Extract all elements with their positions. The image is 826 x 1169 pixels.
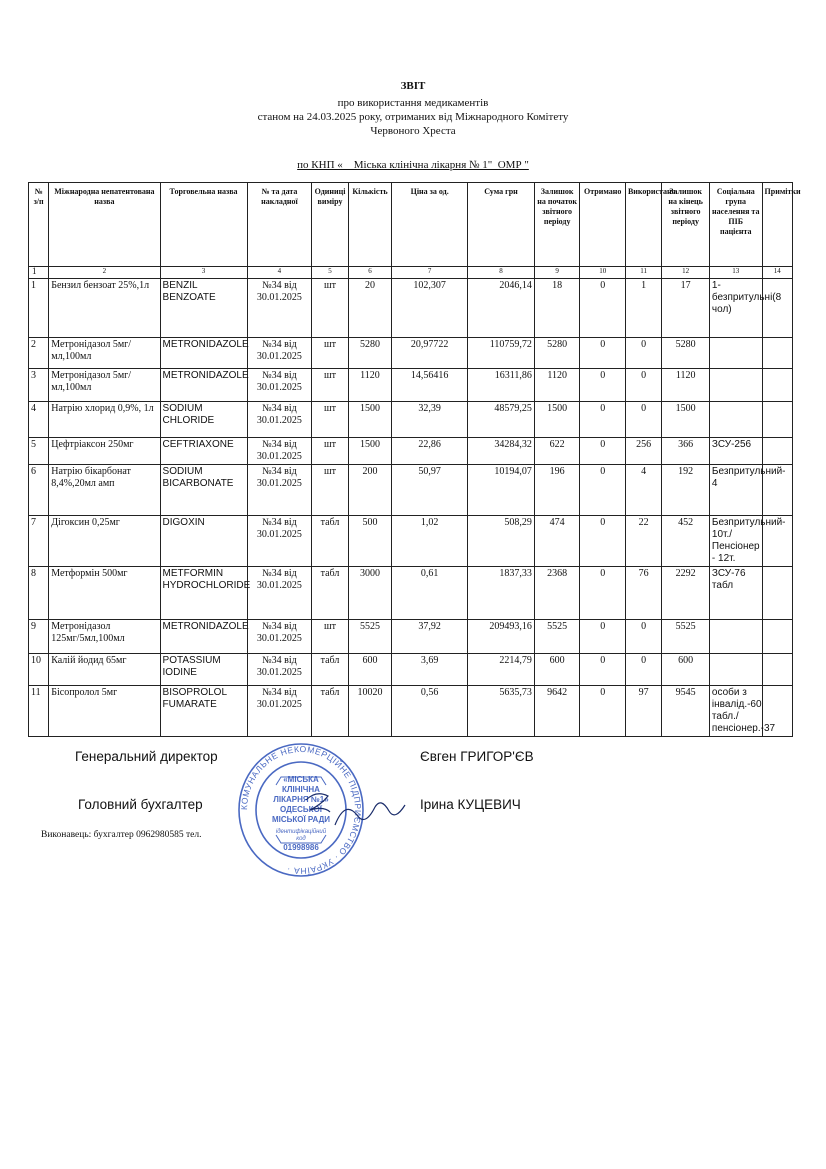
table-row xyxy=(29,279,793,338)
medicines-table xyxy=(28,182,801,737)
cell-used: 1 xyxy=(625,279,661,338)
cell-sum: 110759,72 xyxy=(468,338,535,369)
cell-sum: 2214,79 xyxy=(468,654,535,686)
cell-trade: METRONIDAZOLE xyxy=(160,369,247,402)
cell-unit: шт xyxy=(312,465,348,516)
cell-end: 600 xyxy=(662,654,710,686)
column-header: Соціальна група населення та ПІБ пацієнта xyxy=(709,183,762,267)
cell-trade: SODIUM BICARBONATE xyxy=(160,465,247,516)
table-row xyxy=(29,438,793,465)
cell-received: 0 xyxy=(580,654,626,686)
cell-qty: 5525 xyxy=(348,620,392,654)
cell-notes xyxy=(762,438,792,465)
executor-line: Виконавець: бухгалтер 0962980585 тел. xyxy=(41,830,202,840)
cell-unit: табл xyxy=(312,516,348,567)
cell-end: 1500 xyxy=(662,402,710,438)
svg-text:«МІСЬКА: «МІСЬКА xyxy=(283,775,319,784)
cell-invoice: №34 від 30.01.2025 xyxy=(247,438,312,465)
svg-text:ЛІКАРНЯ №1»: ЛІКАРНЯ №1» xyxy=(273,795,329,804)
svg-text:КЛІНІЧНА: КЛІНІЧНА xyxy=(282,785,320,794)
report-subtitle-3: Червоного Хреста xyxy=(370,125,456,137)
cell-social: особи з інвалід.-60 табл./ пенсіонер.-37 xyxy=(709,686,762,737)
cell-qty: 1120 xyxy=(348,369,392,402)
table-row xyxy=(29,402,793,438)
cell-invoice: №34 від 30.01.2025 xyxy=(247,567,312,620)
cell-qty: 1500 xyxy=(348,402,392,438)
cell-unit: шт xyxy=(312,620,348,654)
cell-trade: BENZIL BENZOATE xyxy=(160,279,247,338)
director-name: Євген ГРИГОР'ЄВ xyxy=(420,749,534,764)
cell-price: 0,61 xyxy=(392,567,468,620)
cell-inn: Бензил бензоат 25%,1л xyxy=(49,279,160,338)
report-subtitle-2: станом на 24.03.2025 року, отриманих від Міжнародного Комітету xyxy=(257,111,569,123)
column-number: 7 xyxy=(392,267,468,279)
cell-notes xyxy=(762,338,792,369)
cell-trade: POTASSIUM IODINE xyxy=(160,654,247,686)
column-header: № з/п xyxy=(29,183,49,267)
cell-start: 196 xyxy=(534,465,580,516)
column-number-row xyxy=(29,267,793,279)
cell-received: 0 xyxy=(580,686,626,737)
cell-start: 5280 xyxy=(534,338,580,369)
cell-trade: SODIUM CHLORIDE xyxy=(160,402,247,438)
cell-qty: 1500 xyxy=(348,438,392,465)
column-header: Залишок на кінець звітного періоду xyxy=(662,183,710,267)
column-header: Сума грн xyxy=(468,183,535,267)
cell-invoice: №34 від 30.01.2025 xyxy=(247,402,312,438)
report-subtitle-1: про використання медикаментів xyxy=(337,97,489,109)
cell-used: 0 xyxy=(625,402,661,438)
cell-trade: METFORMIN HYDROCHLORIDE xyxy=(160,567,247,620)
cell-social: Безпритульний- 4 xyxy=(709,465,762,516)
cell-notes xyxy=(762,402,792,438)
column-number: 4 xyxy=(247,267,312,279)
cell-invoice: №34 від 30.01.2025 xyxy=(247,369,312,402)
cell-sum: 16311,86 xyxy=(468,369,535,402)
cell-end: 1120 xyxy=(662,369,710,402)
cell-price: 3,69 xyxy=(392,654,468,686)
cell-trade: DIGOXIN xyxy=(160,516,247,567)
cell-trade: BISOPROLOL FUMARATE xyxy=(160,686,247,737)
cell-start: 18 xyxy=(534,279,580,338)
cell-invoice: №34 від 30.01.2025 xyxy=(247,279,312,338)
cell-end: 9545 xyxy=(662,686,710,737)
accountant-name: Ірина КУЦЕВИЧ xyxy=(420,797,521,812)
cell-n: 3 xyxy=(29,369,49,402)
cell-sum: 2046,14 xyxy=(468,279,535,338)
cell-end: 366 xyxy=(662,438,710,465)
cell-unit: шт xyxy=(312,338,348,369)
cell-n: 2 xyxy=(29,338,49,369)
cell-inn: Натрію бікарбонат 8,4%,20мл амп xyxy=(49,465,160,516)
cell-price: 22,86 xyxy=(392,438,468,465)
column-number: 11 xyxy=(625,267,661,279)
cell-invoice: №34 від 30.01.2025 xyxy=(247,338,312,369)
cell-invoice: №34 від 30.01.2025 xyxy=(247,620,312,654)
organization-name: по КНП «__Міська клінічна лікарня № 1"_ОМР " xyxy=(297,159,529,171)
cell-inn: Метформін 500мг xyxy=(49,567,160,620)
cell-inn: Цефтріаксон 250мг xyxy=(49,438,160,465)
cell-unit: шт xyxy=(312,402,348,438)
cell-unit: табл xyxy=(312,654,348,686)
cell-price: 1,02 xyxy=(392,516,468,567)
table-row xyxy=(29,567,793,620)
table-row xyxy=(29,338,793,369)
column-number: 13 xyxy=(709,267,762,279)
director-title: Генеральний директор xyxy=(75,749,218,764)
cell-social: Безпритульний- 10т./Пенсіонер - 12т. xyxy=(709,516,762,567)
cell-inn: Метронідазол 5мг/мл,100мл xyxy=(49,338,160,369)
cell-price: 37,92 xyxy=(392,620,468,654)
cell-invoice: №34 від 30.01.2025 xyxy=(247,654,312,686)
column-header: Одиниці виміру xyxy=(312,183,348,267)
column-number: 12 xyxy=(662,267,710,279)
cell-start: 474 xyxy=(534,516,580,567)
cell-n: 8 xyxy=(29,567,49,620)
svg-text:МІСЬКОЇ РАДИ: МІСЬКОЇ РАДИ xyxy=(271,815,331,824)
cell-inn: Метронідазол 5мг/мл,100мл xyxy=(49,369,160,402)
cell-trade: METRONIDAZOLE xyxy=(160,338,247,369)
cell-notes xyxy=(762,567,792,620)
cell-used: 0 xyxy=(625,620,661,654)
cell-used: 0 xyxy=(625,369,661,402)
cell-start: 622 xyxy=(534,438,580,465)
cell-received: 0 xyxy=(580,620,626,654)
cell-sum: 10194,07 xyxy=(468,465,535,516)
cell-end: 5280 xyxy=(662,338,710,369)
cell-unit: табл xyxy=(312,686,348,737)
cell-start: 600 xyxy=(534,654,580,686)
cell-notes xyxy=(762,279,792,338)
column-number: 14 xyxy=(762,267,792,279)
column-number: 1 xyxy=(29,267,49,279)
cell-n: 9 xyxy=(29,620,49,654)
cell-invoice: №34 від 30.01.2025 xyxy=(247,465,312,516)
cell-qty: 600 xyxy=(348,654,392,686)
cell-trade: CEFTRIAXONE xyxy=(160,438,247,465)
cell-social: ЗСУ-76 табл xyxy=(709,567,762,620)
column-header: Отримано xyxy=(580,183,626,267)
column-header: Торговельна назва xyxy=(160,183,247,267)
column-number: 6 xyxy=(348,267,392,279)
cell-qty: 5280 xyxy=(348,338,392,369)
cell-price: 0,56 xyxy=(392,686,468,737)
cell-qty: 3000 xyxy=(348,567,392,620)
cell-received: 0 xyxy=(580,369,626,402)
table-header-row xyxy=(29,183,793,267)
cell-n: 6 xyxy=(29,465,49,516)
column-header: Примітки xyxy=(762,183,792,267)
column-header: № та дата накладної xyxy=(247,183,312,267)
column-number: 8 xyxy=(468,267,535,279)
cell-n: 4 xyxy=(29,402,49,438)
column-number: 9 xyxy=(534,267,580,279)
cell-social xyxy=(709,402,762,438)
cell-start: 5525 xyxy=(534,620,580,654)
cell-price: 14,56416 xyxy=(392,369,468,402)
cell-sum: 5635,73 xyxy=(468,686,535,737)
cell-n: 11 xyxy=(29,686,49,737)
cell-start: 1120 xyxy=(534,369,580,402)
cell-end: 5525 xyxy=(662,620,710,654)
cell-price: 20,97722 xyxy=(392,338,468,369)
cell-received: 0 xyxy=(580,567,626,620)
column-header: Ціна за од. xyxy=(392,183,468,267)
cell-social: 1-безпритульні(8 чол) xyxy=(709,279,762,338)
cell-end: 2292 xyxy=(662,567,710,620)
table-row xyxy=(29,465,793,516)
cell-price: 50,97 xyxy=(392,465,468,516)
cell-price: 32,39 xyxy=(392,402,468,438)
accountant-title: Головний бухгалтер xyxy=(78,797,203,812)
cell-received: 0 xyxy=(580,465,626,516)
cell-used: 97 xyxy=(625,686,661,737)
cell-end: 17 xyxy=(662,279,710,338)
cell-social xyxy=(709,620,762,654)
cell-used: 76 xyxy=(625,567,661,620)
cell-trade: METRONIDAZOLE xyxy=(160,620,247,654)
svg-text:01998986: 01998986 xyxy=(283,843,319,852)
cell-received: 0 xyxy=(580,338,626,369)
svg-text:КОМУНАЛЬНЕ НЕКОМЕРЦІЙНЕ ПІДПРИ: КОМУНАЛЬНЕ НЕКОМЕРЦІЙНЕ ПІДПРИЄМСТВО · УКРАЇНА · xyxy=(238,743,364,877)
cell-unit: шт xyxy=(312,438,348,465)
cell-received: 0 xyxy=(580,438,626,465)
column-header: Кількість xyxy=(348,183,392,267)
cell-inn: Дігоксин 0,25мг xyxy=(49,516,160,567)
cell-start: 2368 xyxy=(534,567,580,620)
column-number: 5 xyxy=(312,267,348,279)
signature-scribble xyxy=(330,795,410,835)
column-number: 10 xyxy=(580,267,626,279)
cell-unit: табл xyxy=(312,567,348,620)
cell-invoice: №34 від 30.01.2025 xyxy=(247,516,312,567)
cell-inn: Калій йодид 65мг xyxy=(49,654,160,686)
table-row xyxy=(29,686,793,737)
cell-sum: 209493,16 xyxy=(468,620,535,654)
cell-used: 4 xyxy=(625,465,661,516)
column-header: Використано xyxy=(625,183,661,267)
table-row xyxy=(29,654,793,686)
column-number: 2 xyxy=(49,267,160,279)
cell-n: 1 xyxy=(29,279,49,338)
cell-notes xyxy=(762,620,792,654)
cell-qty: 200 xyxy=(348,465,392,516)
cell-social: ЗСУ-256 xyxy=(709,438,762,465)
cell-social xyxy=(709,654,762,686)
cell-n: 5 xyxy=(29,438,49,465)
cell-end: 452 xyxy=(662,516,710,567)
cell-used: 22 xyxy=(625,516,661,567)
cell-received: 0 xyxy=(580,402,626,438)
cell-unit: шт xyxy=(312,369,348,402)
cell-sum: 48579,25 xyxy=(468,402,535,438)
cell-end: 192 xyxy=(662,465,710,516)
cell-sum: 1837,33 xyxy=(468,567,535,620)
cell-qty: 500 xyxy=(348,516,392,567)
svg-text:ОДЕСЬКОЇ: ОДЕСЬКОЇ xyxy=(280,805,322,814)
cell-social xyxy=(709,369,762,402)
cell-inn: Метронідазол 125мг/5мл,100мл xyxy=(49,620,160,654)
cell-start: 1500 xyxy=(534,402,580,438)
table-row xyxy=(29,620,793,654)
column-header: Залишок на початок звітного періоду xyxy=(534,183,580,267)
cell-n: 10 xyxy=(29,654,49,686)
table-row xyxy=(29,516,793,567)
cell-social xyxy=(709,338,762,369)
table-row xyxy=(29,369,793,402)
column-number: 3 xyxy=(160,267,247,279)
cell-qty: 10020 xyxy=(348,686,392,737)
cell-received: 0 xyxy=(580,279,626,338)
cell-used: 0 xyxy=(625,654,661,686)
cell-used: 0 xyxy=(625,338,661,369)
cell-received: 0 xyxy=(580,516,626,567)
column-header: Міжнародна непатентована назва xyxy=(49,183,160,267)
svg-text:код: код xyxy=(296,836,306,842)
cell-qty: 20 xyxy=(348,279,392,338)
report-title: ЗВІТ xyxy=(400,80,426,92)
cell-start: 9642 xyxy=(534,686,580,737)
cell-notes xyxy=(762,369,792,402)
cell-sum: 34284,32 xyxy=(468,438,535,465)
cell-inn: Бісопролол 5мг xyxy=(49,686,160,737)
svg-text:ідентифікаційний: ідентифікаційний xyxy=(275,829,327,835)
cell-unit: шт xyxy=(312,279,348,338)
cell-inn: Натрію хлорид 0,9%, 1л xyxy=(49,402,160,438)
cell-sum: 508,29 xyxy=(468,516,535,567)
cell-price: 102,307 xyxy=(392,279,468,338)
cell-n: 7 xyxy=(29,516,49,567)
cell-invoice: №34 від 30.01.2025 xyxy=(247,686,312,737)
cell-notes xyxy=(762,654,792,686)
cell-used: 256 xyxy=(625,438,661,465)
